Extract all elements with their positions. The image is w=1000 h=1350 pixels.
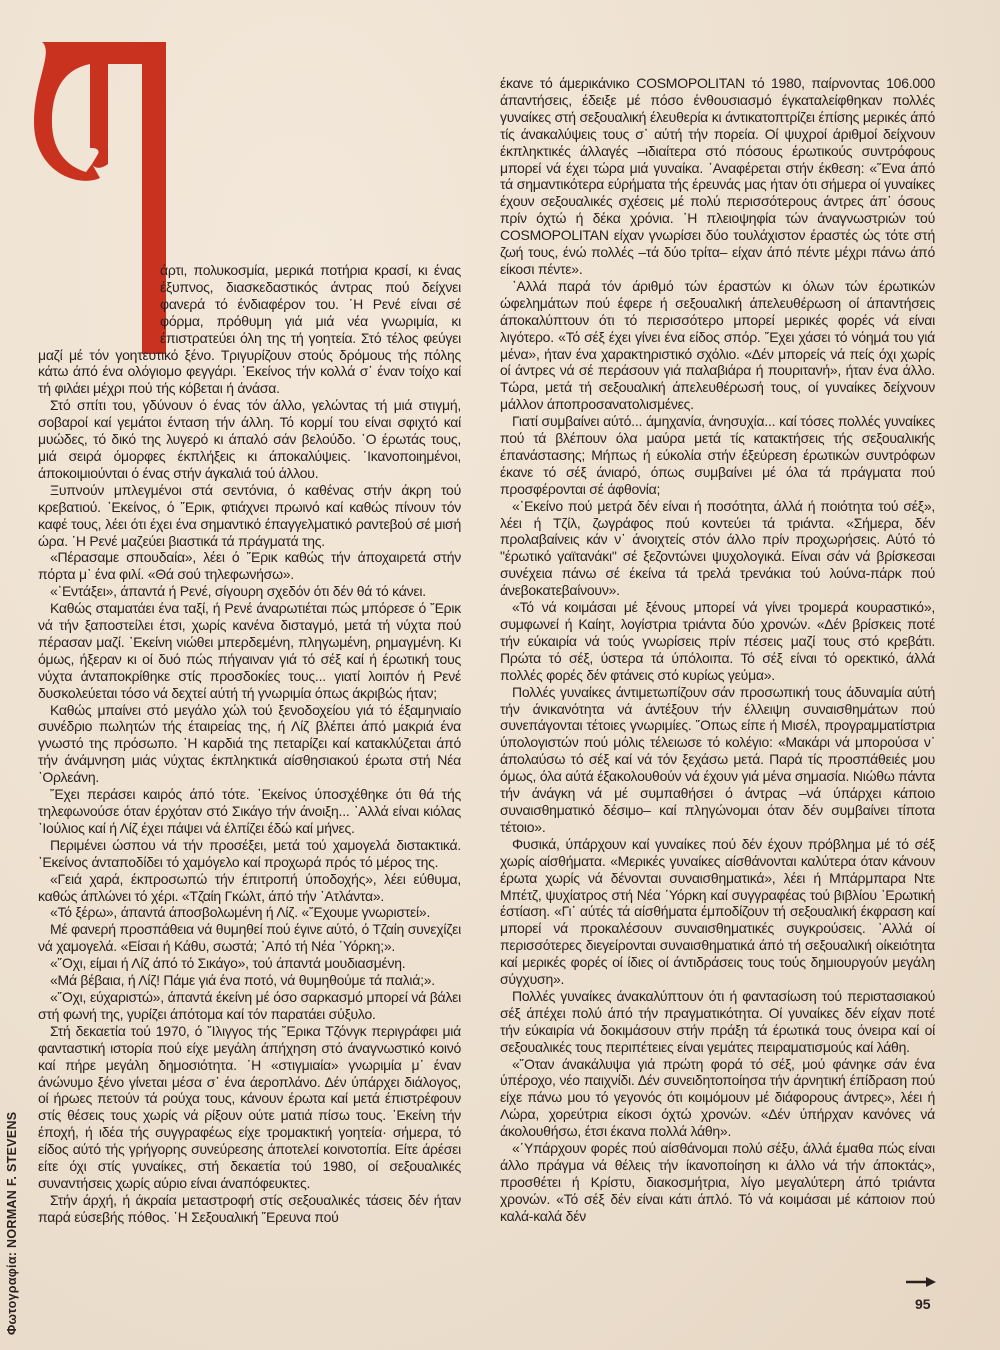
paragraph: «Μά βέβαια, ή Λίζ! Πάμε γιά ένα ποτό, νά θυμηθούμε τά παλιά;». bbox=[50, 972, 435, 989]
paragraph: «῎Οχι, είμαι ή Λίζ άπό τό Σικάγο», τού άπαντά μουδιασμένη. bbox=[50, 955, 406, 972]
continue-arrow-icon bbox=[906, 1276, 936, 1288]
paragraph: Στήν άρχή, ή άκραία μεταστροφή στίς σεξουαλικές τάσεις δέν ήταν παρά εύσεβής πόθος. ῾Η Σεξουαλική ῎Ερευνα πού bbox=[38, 1191, 461, 1225]
paragraph: Γιατί συμβαίνει αύτό... άμηχανία, άνησυχία... καί τόσες πολλές γυναίκες πού τά βλέπουν όλα μαύρα μετά τίς κατακτήσεις τής σεξουαλικής έπανάστασης; Μήπως ή εύκολία στήν έξεύρεση έρωτικών συντρόφων έκανε τό σέξ άνιαρό, όπως συμβαίνει μέ όλα τά πράγματα πού προσφέρονται σέ άφθονία; bbox=[500, 413, 935, 497]
paragraph: Περιμένει ώσπου νά τήν προσέξει, μετά τού χαμογελά διστακτικά. ᾿Εκείνος άνταποδίδει τό χαμόγελο καί προχωρά πρός τό μέρος της. bbox=[38, 836, 461, 870]
paragraph: Φυσικά, ύπάρχουν καί γυναίκες πού δέν έχουν πρόβλημα μέ τό σέξ χωρίς αίσθήματα. «Μερικές γυναίκες αίσθάνονται καλύτερα όταν κάνουν έρωτα χωρίς νά δένονται συναισθηματικά», λέει ή Μπάρμπαρα Ντε Μπέτζ, ψυχίατρος στή Νέα ῾Υόρκη καί συγγραφέας τού βιβλίου ᾿Ερωτική έστίαση. «Γι᾿ αύτές τά αίσθήματα έμποδίζουν τή σεξουαλική έκφραση καί μπορεί νά προκαλέσουν συναισθηματικές συγκρούσεις. ᾿Αλλά οί περισσότερες διεγείρονται συναισθηματικά άπό τή σεξουαλική οίκειότητα καί μερικές φορές οί ίδιες οί άντιδράσεις τους τούς δημιουργούν μεγάλη σύγχυση». bbox=[500, 835, 935, 988]
paragraph: έκανε τό άμερικάνικο COSMOPOLITAN τό 1980, παίρνοντας 106.000 άπαντήσεις, έδειξε μέ πόσο ένθουσιασμό έγκαταλείφθηκαν πολλές γυναίκες στή σεξουαλική έλευθερία κι άντικατοπτρίζει έπίσης μερικές άπό τίς άνακαλύψεις τους σ᾿ αύτή τήν πορεία. Οί ψυχροί άριθμοί δείχνουν έκπληκτικές άλλαγές –ιδιαίτερα στό πόσους έρωτικούς συντρόφους μπορεί νά έχει τώρα μιά γυναίκα. ᾿Αναφέρεται στήν έκθεση: «῞Ενα άπό τά σημαντικότερα εύρήματα τής έρευνάς μας ήταν ότι σήμερα οί γυναίκες έχουν σεξουαλικές σχέσεις μέ πολύ περισσότερους άντρες άπ᾿ όσους πρίν όχτώ ή δέκα χρόνια. ῾Η πλειοψηφία τών άναγνωστριών τού COSMOPOLITAN είχαν γνωρίσει δύο τουλάχιστον έραστές ώς τότε στή ζωή τους, ένώ πολλές –τά δύο τρίτα– είχαν άπό πέντε μέχρι πάνω άπό είκοσι πέντε». bbox=[500, 75, 935, 277]
right-column bbox=[500, 75, 935, 1275]
paragraph: Στή δεκαετία τού 1970, ό ῎Ιλιγγος τής ῎Ερικα Τζόνγκ περιγράφει μιά φανταστική ιστορία πού είχε μεγάλη άπήχηση στό άναγνωστικό κοινό καί πήρε μεγάλη δημοσιότητα. ῾Η «στιγμιαία» γνωριμία μ᾿ έναν άνώνυμο ξένο γίνεται μέσα σ᾿ ένα άεροπλάνο. Δέν ύπάρχει διάλογος, οί ήρωες πετούν τά ρούχα τους, κάνουν έρωτα καί μετά έπιστρέφουν στίς θέσεις τους χωρίς νά ρίξουν ούτε ματιά πίσω τους. ᾿Εκείνη τήν έποχή, ή ιδέα τής συγγραφέως είχε τρομακτική γοητεία· σήμερα, τό είδος αύτό τής γρήγορης συνεύρεσης άποτελεί κοινοτοπία. Είτε άρέσει είτε όχι στίς γυναίκες, στή δεκαετία τού 1980, οί σεξουαλικές συναντήσεις χωρίς αύριο είναι άναπόφευκτες. bbox=[38, 1022, 461, 1191]
paragraph: «Τό νά κοιμάσαι μέ ξένους μπορεί νά γίνει τρομερά κουραστικό», συμφωνεί ή Καίητ, λογίστρια τριάντα δύο χρονών. «Δέν βρίσκεις ποτέ τήν εύκαιρία νά τούς γνωρίσεις πρίν πέσεις μαζί τους στό κρεβάτι. Πρώτα τό σέξ, ύστερα τά ύπόλοιπα. Τό σέξ είναι τό ορεκτικό, άλλά πολλές φορές δέν φτάνεις στό κυρίως γεύμα». bbox=[500, 599, 935, 683]
page-number: 95 bbox=[915, 1296, 931, 1312]
photo-credit: Φωτογραφία: NORMAN F. STEVENS bbox=[5, 1111, 19, 1335]
paragraph: Στό σπίτι του, γδύνουν ό ένας τόν άλλο, γελώντας τή μιά στιγμή, σοβαροί καί γεμάτοι ένταση τήν άλλη. Τό κορμί του είναι σφιχτό καί μυώδες, τό δικό της λυγερό κι άπαλό σάν βελούδο. ῾Ο έρωτάς τους, μιά σειρά όμορφες έκπλήξεις κι άποκαλύψεις. ῾Ικανοποιημένοι, άποκοιμιούνται ό ένας στήν άγκαλιά τού άλλου. bbox=[38, 397, 461, 481]
paragraph: Καθώς σταματάει ένα ταξί, ή Ρενέ άναρωτιέται πώς μπόρεσε ό ῎Ερικ νά τήν ξαποστείλει έτσι, χωρίς κανένα δισταγμό, μετά τή νύχτα πού πέρασαν μαζί. ᾿Εκείνη νιώθει μπερδεμένη, πληγωμένη, ρημαγμένη. Κι όμως, ήξεραν κι οί δυό πώς πήγαιναν γιά τό σέξ καί ή έρωτική τους νύχτα άνταποκρίθηκε στίς προσδοκίες τους... γιατί λοιπόν ή Ρενέ δυσκολεύεται τόσο νά δεχτεί αύτή τή γνωριμία όπως άκριβώς ήταν; bbox=[38, 600, 461, 701]
paragraph: «᾿Εκείνο πού μετρά δέν είναι ή ποσότητα, άλλά ή ποιότητα τού σέξ», λέει ή Τζίλ, ζωγράφος πού κοντεύει τά τριάντα. «Σήμερα, δέν προλαβαίνεις κάν ν᾿ άνοιχτείς στόν άλλο πρίν προχωρήσεις. Αύτό τό "έρωτικό γαϊτανάκι" σέ ξεζοντώνει ψυχολογικά. Είναι σάν νά βρίσκεσαι συνέχεια πάνω σέ έκείνα τά τρελά τρενάκια τού λούνα-πάρκ πού άνεβοκατεβαίνουν». bbox=[500, 497, 935, 599]
paragraph: Πολλές γυναίκες άνακαλύπτουν ότι ή φαντασίωση τού περιστασιακού σέξ άπέχει πολύ άπό τήν πραγματικότητα. Οί γυναίκες δέν είχαν ποτέ τήν εύκαιρία νά δοκιμάσουν στήν πράξη τά έρωτικά τους όνειρα καί οί σεξουαλικές τους περιπέτειες είναι γεμάτες πειραματισμούς καί λάθη. bbox=[500, 987, 935, 1055]
paragraph: «᾿Εντάξει», άπαντά ή Ρενέ, σίγουρη σχεδόν ότι δέν θά τό κάνει. bbox=[50, 583, 426, 600]
paragraph: Καθώς μπαίνει στό μεγάλο χώλ τού ξενοδοχείου γιά τό έξαμηνιαίο συνέδριο πωλητών τής έταιρείας της, ή Λίζ βλέπει άπό μακριά ένα γνωστό της πρόσωπο. ῾Η καρδιά της πεταρίζει καί κατακλύζεται άπό τήν άνάμνηση μιάς νύχτας έκπληκτικά αίσθησιακού έρωτα στή Νέα ᾿Ορλεάνη. bbox=[38, 701, 461, 786]
paragraph: «῞Οταν άνακάλυψα γιά πρώτη φορά τό σέξ, μού φάνηκε σάν ένα ύπέροχο, νέο παιχνίδι. Δέν συνειδητοποίησα τήν άρνητική έπίδραση πού είχε πάνω μου τό γεγονός ότι κοιμόμουν μέ διάφορους άντρες», λέει ή Λώρα, χορεύτρια είκοσι όχτώ χρονών. «Δέν ύπήρχαν κανόνες νά άκολουθήσω, έτσι έκανα πολλά λάθη». bbox=[500, 1055, 935, 1140]
drop-cap-spacer bbox=[38, 262, 160, 346]
paragraph: ῎Εχει περάσει καιρός άπό τότε. ᾿Εκείνος ύποσχέθηκε ότι θά τής τηλεφωνούσε όταν έρχόταν στό Σικάγο τήν άνοιξη... ᾿Αλλά είναι κιόλας ᾿Ιούλιος καί ή Λίζ έχει πάψει νά έλπίζει έδώ καί μήνες. bbox=[38, 786, 461, 836]
left-column bbox=[38, 262, 461, 1322]
paragraph: ᾿Αλλά παρά τόν άριθμό τών έραστών κι όλων τών έρωτικών ώφελημάτων πού έφερε ή σεξουαλική άπελευθέρωση οί άπαντήσεις άποκαλύπτουν ότι τό περισσότερο μπορεί μερικές φορές νά είναι λιγότερο. «Τό σέξ έχει γίνει ένα είδος σπόρ. ῎Εχει χάσει τό νόημά του γιά μένα», ήταν ένα χαρακτηριστικό σχόλιο. «Δέν μπορείς νά πείς όχι χωρίς οί άντρες νά σέ περάσουν γιά παλαβιάρα ή πουριτανή», ήταν ένα άλλο. Τώρα, μετά τή σεξουαλική άπελευθέρωσή τους, οί γυναίκες δείχνουν μάλλον άποπροσανατολισμένες. bbox=[500, 277, 935, 413]
paragraph: Ξυπνούν μπλεγμένοι στά σεντόνια, ό καθένας στήν άκρη τού κρεβατιού. ᾿Εκείνος, ό ῎Ερικ, φτιάχνει πρωινό καί καθώς πίνουν τόν καφέ τους, λέει ότι έχει ένα σημαντικό έπαγγελματικό ραντεβού σέ μισή ώρα. ῾Η Ρενέ μαζεύει βιαστικά τά πράγματά της. bbox=[38, 481, 461, 549]
paragraph: Πολλές γυναίκες άντιμετωπίζουν σάν προσωπική τους άδυναμία αύτή τήν άνικανότητα νά άντέξουν τήν έλλειψη συναισθημάτων πού συνεπάγονται τέτοιες γνωριμίες. ῞Οπως είπε ή Μισέλ, προγραμματίστρια ύπολογιστών πού μόλις τέλειωσε τό κολέγιο: «Μακάρι νά μπορούσα ν᾿ άπολαύσω τό σέξ καί νά τόν ξεχάσω μετά. Παρά τίς προσπάθειές μου όμως, όλα αύτά έξακολουθούν νά έχουν γιά μένα σημασία. Νιώθω πάντα τήν άνάγκη νά μέ συμπαθήσει ό άντρας –νά ύπάρχει κάποιο συναισθηματικό δέσιμο– καί πληγώνομαι όταν δέν συμβαίνει τίποτα τέτοιο». bbox=[500, 683, 935, 835]
paragraph: «῎Οχι, εύχαριστώ», άπαντά έκείνη μέ όσο σαρκασμό μπορεί νά βάλει στή φωνή της, γυρίζει άπότομα καί τόν παρατάει σύξυλο. bbox=[38, 988, 461, 1022]
paragraph: «Πέρασαμε σπουδαία», λέει ό ῎Ερικ καθώς τήν άποχαιρετά στήν πόρτα μ᾿ ένα φιλί. «Θά σού τηλεφωνήσω». bbox=[38, 549, 461, 583]
paragraph: άρτι, πολυκοσμία, μερικά ποτήρια κρασί, κι ένας έξυπνος, διασκεδαστικός άντρας πού δείχνει φανερά τό ένδιαφέρον του. ῾Η Ρενέ είναι σέ φόρμα, πρόθυμη γιά μιά νέα γνωριμία, κι έπιστρατεύει όλη της τή γοητεία. Στό τέλος φεύγει μαζί μέ τόν γοητευτικό ξένο. Τριγυρίζουν στούς δρόμους τής πόλης κάτω άπό ένα ολόγιομο φεγγάρι. ᾿Εκείνος τήν κολλά σ᾿ έναν τοίχο καί τή φιλάει μέχρι πού τής κόβεται ή άνάσα. bbox=[38, 262, 461, 397]
paragraph: Μέ φανερή προσπάθεια νά θυμηθεί πού έγινε αύτό, ό Τζαίη συνεχίζει νά χαμογελά. «Είσαι ή Κάθυ, σωστά; ᾿Από τή Νέα ῾Υόρκη;». bbox=[38, 921, 461, 955]
paragraph: «῾Υπάρχουν φορές πού αίσθάνομαι πολύ σέξυ, άλλά έμαθα πώς είναι άλλο πράγμα νά θέλεις τήν ίκανοποίηση κι άλλο νά τήν άποκτάς», προσθέτει ή Κρίστυ, διακοσμήτρια, λίγο μεγαλύτερη άπό τριάντα χρονών. «Τό σέξ δέν είναι κάτι άπλό. Τό νά κοιμάσαι μέ κάποιον πού καλά-καλά δέν bbox=[500, 1140, 935, 1224]
paragraph: «Τό ξέρω», άπαντά άποσβολωμένη ή Λίζ. «῎Εχουμε γνωριστεί». bbox=[50, 904, 431, 921]
paragraph: «Γειά χαρά, έκπροσωπώ τήν έπιτροπή ύποδοχής», λέει εύθυμα, καθώς άπλώνει τό χέρι. «Τζαίη Γκώλτ, άπό τήν ᾿Ατλάντα». bbox=[38, 870, 461, 904]
